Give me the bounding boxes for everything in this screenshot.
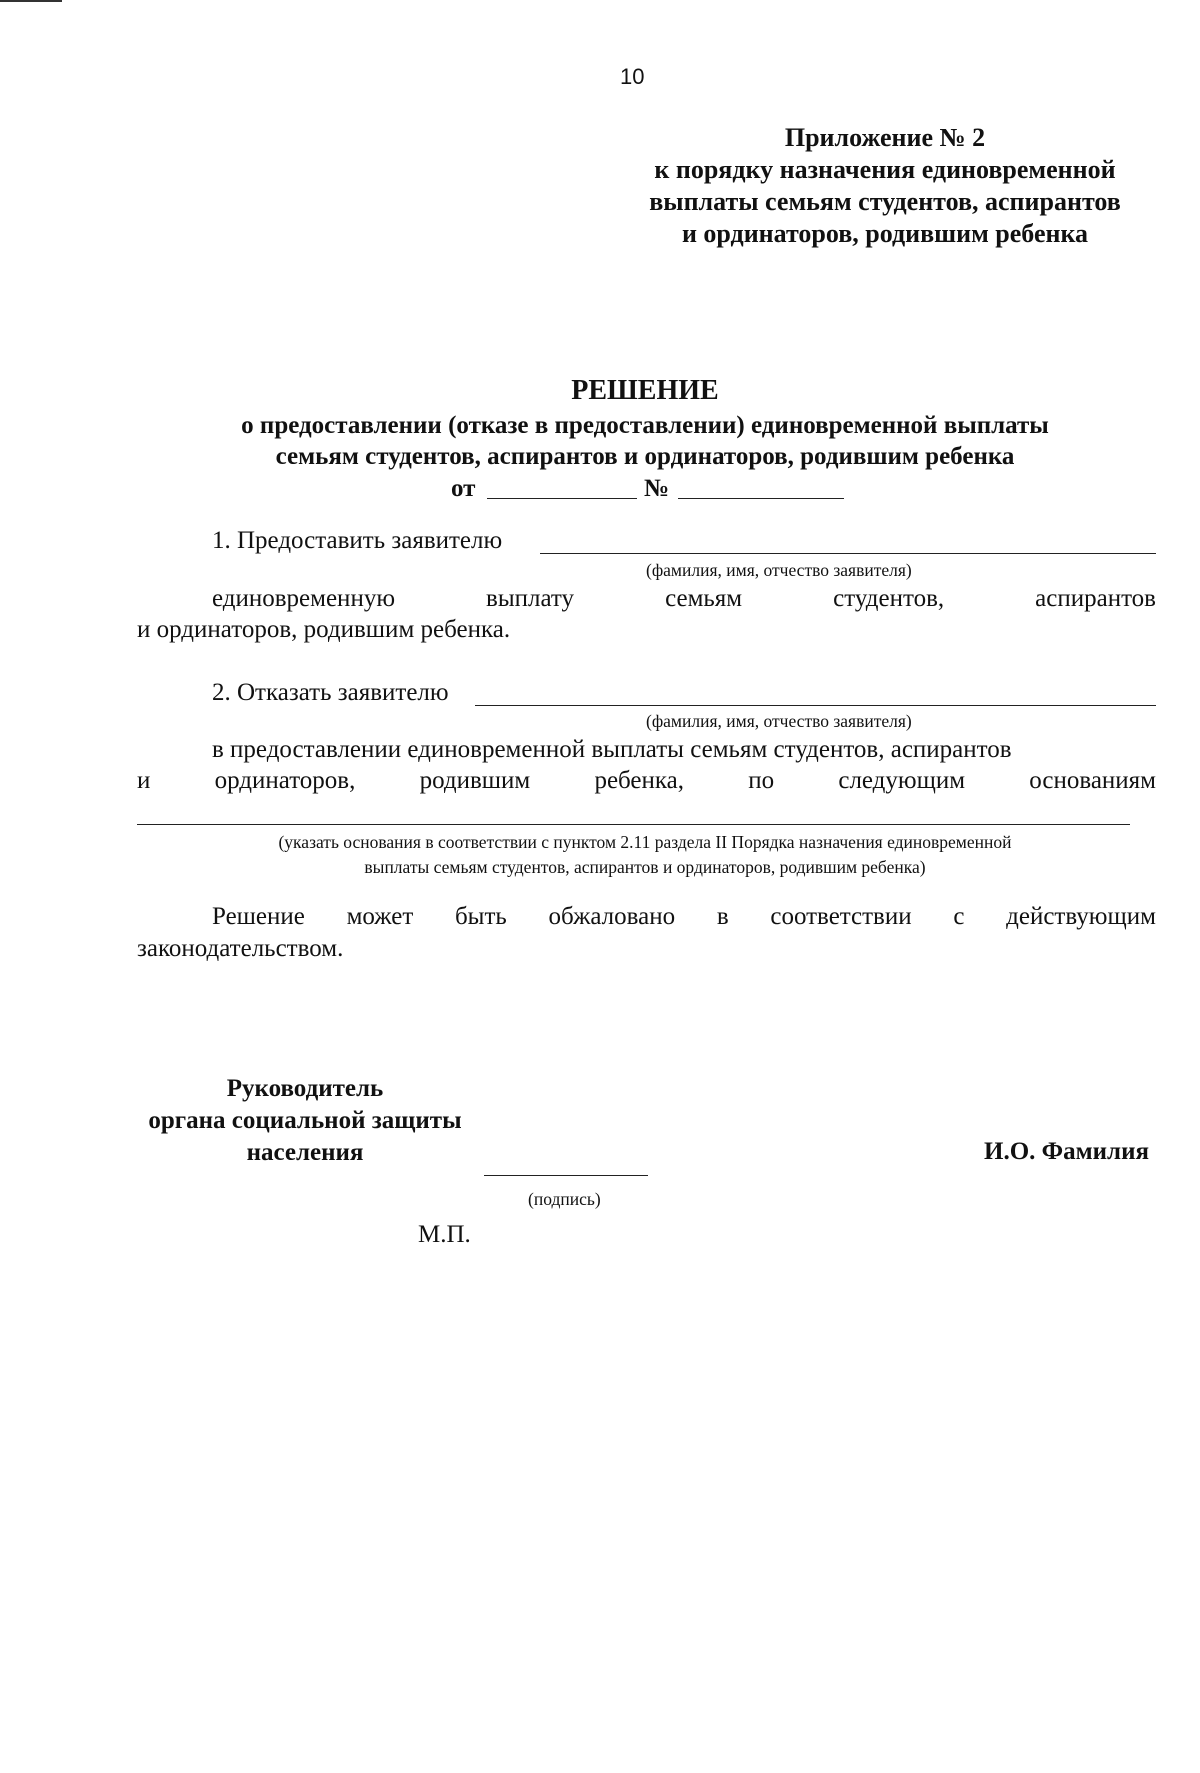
signature-line xyxy=(484,1175,648,1176)
appendix-line: Приложение № 2 xyxy=(784,123,986,152)
word: и xyxy=(137,767,151,794)
reason-caption xyxy=(150,830,1140,880)
signature-caption: (подпись) xyxy=(528,1189,601,1209)
word: ординаторов, xyxy=(214,767,356,794)
signatory-position xyxy=(120,1073,490,1169)
position-line: органа социальной защиты xyxy=(148,1107,462,1134)
item2-line2 xyxy=(212,736,1156,764)
item1-caption: (фамилия, имя, отчество заявителя) xyxy=(646,560,912,580)
word: единовременную xyxy=(212,585,395,612)
word: семьям xyxy=(665,585,743,612)
scan-edge-mark xyxy=(0,0,62,2)
word: студентов, xyxy=(833,585,945,612)
item2-line2-text: в предоставлении единовременной выплаты семьям студентов, аспирантов xyxy=(212,736,1012,763)
appendix-header xyxy=(630,122,1140,250)
word: в xyxy=(716,903,729,930)
signatory-name: И.О. Фамилия xyxy=(984,1138,1150,1165)
word: действующим xyxy=(1006,903,1156,930)
appendix-line: к порядку назначения единовременной xyxy=(654,155,1116,184)
reason-blank-line xyxy=(137,824,1130,825)
item1-label: 1. Предоставить заявителю xyxy=(212,527,503,554)
word: по xyxy=(748,767,775,794)
word: быть xyxy=(454,903,507,930)
word: ребенка, xyxy=(594,767,685,794)
item2-caption: (фамилия, имя, отчество заявителя) xyxy=(646,711,912,731)
date-label: от xyxy=(451,475,476,502)
item1-line3: и ординаторов, родившим ребенка. xyxy=(137,616,511,643)
stamp-placeholder: М.П. xyxy=(418,1221,471,1248)
word: основаниям xyxy=(1029,767,1156,794)
word: Решение xyxy=(212,903,305,930)
reason-caption-line: (указать основания в соответствии с пунктом 2.11 раздела II Порядка назначения единовременной xyxy=(278,832,1012,852)
subtitle-line: семьям студентов, аспирантов и ординаторов, родившим ребенка xyxy=(275,443,1015,470)
appendix-line: и ординаторов, родившим ребенка xyxy=(681,219,1089,248)
subtitle-line: о предоставлении (отказе в предоставлении) единовременной выплаты xyxy=(241,412,1049,439)
word: следующим xyxy=(838,767,966,794)
appeal-line2: законодательством. xyxy=(137,935,344,962)
word: с xyxy=(953,903,965,930)
position-line: Руководитель xyxy=(226,1075,384,1102)
word: обжаловано xyxy=(548,903,676,930)
word: соответствии xyxy=(770,903,912,930)
item2-name-line xyxy=(475,705,1156,706)
reason-caption-line: выплаты семьям студентов, аспирантов и ординаторов, родившим ребенка) xyxy=(364,857,926,877)
item1-line2 xyxy=(212,585,1156,613)
number-label: № xyxy=(644,475,670,502)
word: может xyxy=(346,903,414,930)
date-blank-line xyxy=(487,498,637,499)
appeal-line1 xyxy=(212,903,1156,931)
number-blank-line xyxy=(678,498,844,499)
position-line: населения xyxy=(246,1139,364,1166)
word: аспирантов xyxy=(1035,585,1156,612)
word: родившим xyxy=(419,767,531,794)
page-number: 10 xyxy=(620,64,645,89)
document-title: РЕШЕНИЕ xyxy=(571,375,719,406)
appendix-line: выплаты семьям студентов, аспирантов xyxy=(649,187,1121,216)
document-subtitle xyxy=(150,410,1140,472)
word: выплату xyxy=(486,585,575,612)
item2-line3 xyxy=(137,767,1156,795)
item2-label: 2. Отказать заявителю xyxy=(212,679,449,706)
item1-name-line xyxy=(540,553,1156,554)
